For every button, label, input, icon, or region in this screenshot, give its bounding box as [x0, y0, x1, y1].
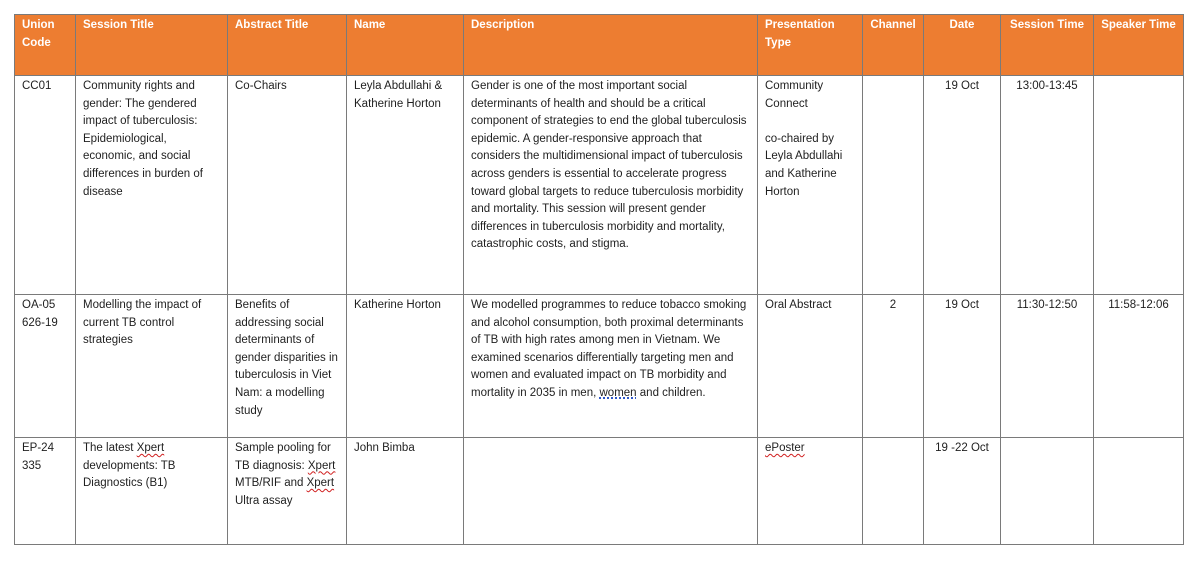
cell-session-title[interactable]: Community rights and gender: The gendered impact of tuberculosis: Epidemiological, economic, and social differences in burden of disease [76, 76, 228, 295]
session-title-text: developments: TB Diagnostics (B1) [83, 459, 176, 490]
presentation-note: co-chaired by Leyla Abdullahi and Katherine Horton [765, 132, 843, 198]
cell-description[interactable] [464, 438, 758, 545]
cell-union-code[interactable]: CC01 [15, 76, 76, 295]
cell-speaker-time[interactable] [1094, 76, 1184, 295]
cell-description[interactable] [464, 295, 758, 438]
cell-presentation-type[interactable] [758, 438, 863, 545]
header-row [15, 15, 1184, 76]
session-title-text: The latest [83, 442, 137, 454]
header-channel[interactable]: Channel [863, 15, 924, 76]
abstract-title-text: Ultra assay [235, 494, 293, 507]
header-presentation-type[interactable]: Presentation Type [758, 15, 863, 76]
cell-name[interactable]: John Bimba [347, 438, 464, 545]
header-abstract-title[interactable]: Abstract Title [228, 15, 347, 76]
table-row [15, 438, 1184, 545]
cell-channel[interactable] [863, 438, 924, 545]
description-text: We modelled programmes to reduce tobacco smoking and alcohol consumption, both proximal determinants of TB with high rates among men in Vietnam. We examined scenarios differentially targeting men and women and evaluated impact on TB morbidity and mortality in 2035 in men, [471, 299, 747, 399]
cell-date[interactable]: 19 Oct [924, 295, 1001, 438]
grammar-flagged-word[interactable]: women [599, 386, 637, 399]
cell-speaker-time[interactable]: 11:58-12:06 [1094, 295, 1184, 438]
spell-flagged-word[interactable]: Xpert [136, 442, 165, 454]
cell-session-time[interactable]: 13:00-13:45 [1001, 76, 1094, 295]
cell-union-code[interactable]: OA-05 626-19 [15, 295, 76, 438]
cell-presentation-type[interactable] [758, 76, 863, 295]
header-union-code[interactable]: Union Code [15, 15, 76, 76]
spell-flagged-word[interactable]: ePoster [765, 442, 805, 454]
sessions-table [14, 14, 1184, 545]
cell-presentation-type[interactable]: Oral Abstract [758, 295, 863, 438]
presentation-type-text: Community Connect [765, 80, 824, 110]
cell-session-time[interactable] [1001, 438, 1094, 545]
cell-name[interactable]: Leyla Abdullahi & Katherine Horton [347, 76, 464, 295]
description-tail: and children. [636, 386, 706, 399]
cell-abstract-title[interactable]: Co-Chairs [228, 76, 347, 295]
header-speaker-time[interactable]: Speaker Time [1094, 15, 1184, 76]
header-description[interactable]: Description [464, 15, 758, 76]
cell-speaker-time[interactable] [1094, 438, 1184, 545]
cell-session-title[interactable] [76, 438, 228, 545]
cell-abstract-title[interactable] [228, 438, 347, 545]
header-date[interactable]: Date [924, 15, 1001, 76]
paragraph-gap [765, 113, 855, 131]
cell-abstract-title[interactable]: Benefits of addressing social determinants of gender disparities in tuberculosis in Viet Nam: a modelling study [228, 295, 347, 438]
header-name[interactable]: Name [347, 15, 464, 76]
cell-channel[interactable]: 2 [863, 295, 924, 438]
cell-channel[interactable] [863, 76, 924, 295]
abstract-title-text: Sample pooling for TB diagnosis: [235, 442, 331, 472]
cell-description[interactable]: Gender is one of the most important social determinants of health and should be a critical component of strategies to end the global tuberculosis epidemic. A gender-responsive approach that considers the multidimensional impact of tuberculosis across genders is essential to accelerate progress toward global targets to reduce tuberculosis morbidity and mortality. This session will present gender differences in tuberculosis morbidity and mortality, catastrophic costs, and stigma. [464, 76, 758, 295]
header-session-time[interactable]: Session Time [1001, 15, 1094, 76]
abstract-title-text: MTB/RIF and [235, 477, 307, 490]
cell-union-code[interactable]: EP-24 335 [15, 438, 76, 545]
table-row [15, 76, 1184, 295]
table-row [15, 295, 1184, 438]
cell-session-title[interactable]: Modelling the impact of current TB control strategies [76, 295, 228, 438]
spell-flagged-word[interactable]: Xpert [307, 459, 336, 472]
cell-session-time[interactable]: 11:30-12:50 [1001, 295, 1094, 438]
cell-date[interactable]: 19 -22 Oct [924, 438, 1001, 545]
cell-date[interactable]: 19 Oct [924, 76, 1001, 295]
header-session-title[interactable]: Session Title [76, 15, 228, 76]
spell-flagged-word[interactable]: Xpert [306, 477, 335, 490]
cell-name[interactable]: Katherine Horton [347, 295, 464, 438]
